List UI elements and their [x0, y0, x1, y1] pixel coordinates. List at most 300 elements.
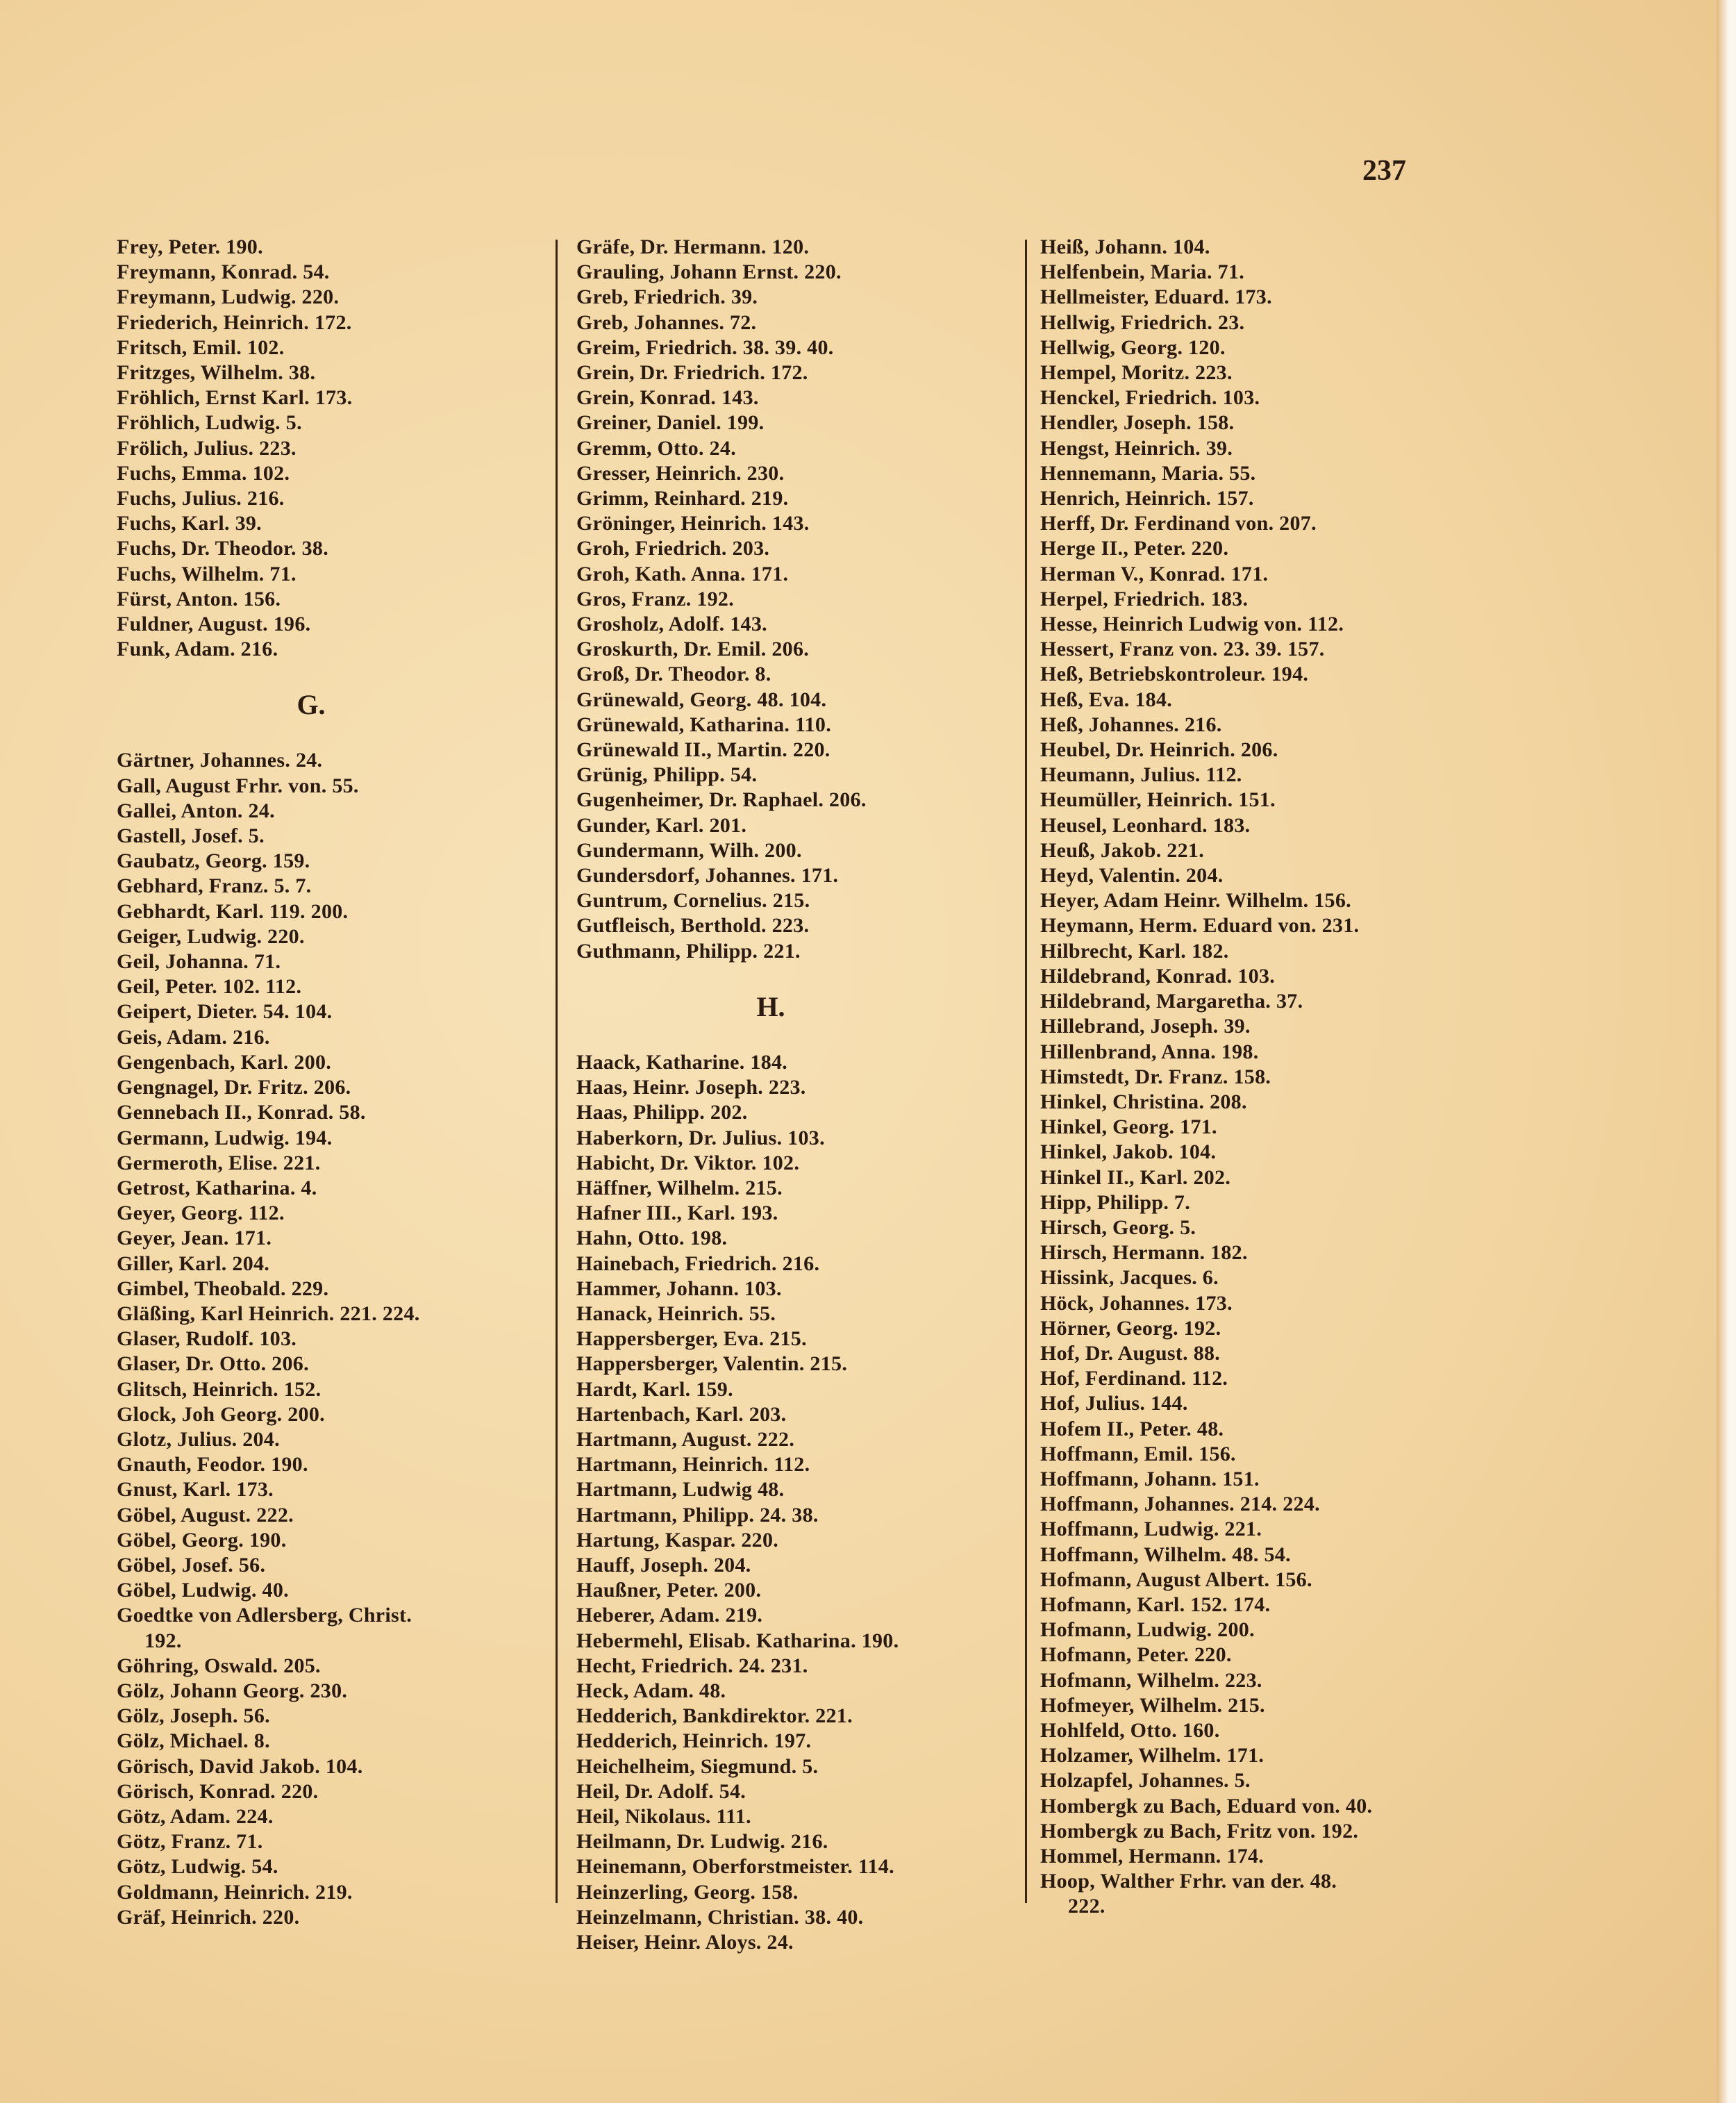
entry-text: Frey, Peter. 190. — [117, 235, 263, 258]
entry-text: Hafner III., Karl. 193. — [576, 1202, 778, 1225]
entry-text: Giller, Karl. 204. — [117, 1252, 270, 1275]
entry-text: Hillenbrand, Anna. 198. — [1040, 1040, 1259, 1063]
entry-text: Geil, Peter. 102. 112. — [117, 975, 302, 999]
entry-text: Heyd, Valentin. 204. — [1040, 864, 1224, 888]
entry-text: Götz, Adam. 224. — [117, 1804, 274, 1828]
index-entry — [117, 1679, 561, 1704]
index-entry — [576, 1854, 1021, 1879]
index-entry — [576, 637, 1021, 662]
entry-text: Fuchs, Dr. Theodor. 38. — [117, 537, 329, 560]
index-entry — [117, 1252, 561, 1277]
entry-text: Hengst, Heinrich. 39. — [1040, 436, 1233, 460]
entry-text: Heiser, Heinr. Aloys. 24. — [576, 1931, 794, 1954]
index-entry — [117, 924, 561, 949]
index-entry — [117, 899, 561, 924]
entry-text: Görisch, Konrad. 220. — [117, 1779, 319, 1803]
entry-text: Görisch, David Jakob. 104. — [117, 1754, 363, 1778]
entry-text: Gunder, Karl. 201. — [576, 813, 747, 837]
entry-text: Heuß, Jakob. 221. — [1040, 838, 1204, 862]
index-entry — [1040, 1492, 1485, 1517]
entry-text: Heil, Nikolaus. 111. — [576, 1804, 751, 1828]
index-entry — [1040, 285, 1485, 310]
entry-text: Hombergk zu Bach, Fritz von. 192. — [1040, 1819, 1359, 1843]
entry-text: Gölz, Joseph. 56. — [117, 1704, 270, 1728]
index-entry — [1040, 1316, 1485, 1341]
index-entry — [117, 410, 561, 435]
index-entry — [117, 874, 561, 899]
index-entry — [1040, 1140, 1485, 1165]
index-entry — [576, 511, 1021, 536]
index-entry — [576, 1930, 1021, 1955]
index-entry — [1040, 1743, 1485, 1768]
index-entry — [1040, 587, 1485, 612]
index-entry — [576, 1629, 1021, 1654]
entry-text: Fuchs, Julius. 216. — [117, 487, 285, 510]
entry-text: Grimm, Reinhard. 219. — [576, 487, 789, 510]
index-entry — [117, 1277, 561, 1302]
index-entry — [117, 774, 561, 799]
index-entry — [1040, 1391, 1485, 1416]
entry-text: Hillebrand, Joseph. 39. — [1040, 1015, 1251, 1038]
index-entry — [1040, 1014, 1485, 1039]
entry-text: Hof, Dr. August. 88. — [1040, 1341, 1221, 1365]
index-entry — [117, 1578, 561, 1603]
index-entry — [117, 1477, 561, 1502]
entry-text: Grosholz, Adolf. 143. — [576, 613, 767, 636]
entry-text: Haack, Katharine. 184. — [576, 1050, 788, 1074]
entry-text: Glotz, Julius. 204. — [117, 1427, 280, 1451]
entry-text: Gärtner, Johannes. 24. — [117, 749, 323, 772]
index-entry — [576, 788, 1021, 813]
index-entry — [576, 1603, 1021, 1628]
index-entry — [1040, 1115, 1485, 1140]
entry-text: Haberkorn, Dr. Julius. 103. — [576, 1126, 825, 1149]
index-entry — [1040, 1417, 1485, 1442]
index-entry — [1040, 536, 1485, 561]
entry-text: Hebermehl, Elisab. Katharina. 190. — [576, 1629, 899, 1652]
entry-text: Hoffmann, Ludwig. 221. — [1040, 1518, 1262, 1541]
entry-text: Hartmann, Ludwig 48. — [576, 1478, 785, 1502]
entry-text: Heß, Johannes. 216. — [1040, 713, 1222, 736]
index-entry — [1040, 1869, 1485, 1919]
index-entry — [1040, 1291, 1485, 1316]
index-entry — [117, 1226, 561, 1251]
index-entry — [117, 1176, 561, 1201]
entry-text: Götz, Ludwig. 54. — [117, 1855, 278, 1879]
index-entry — [576, 713, 1021, 738]
entry-text: Gaubatz, Georg. 159. — [117, 849, 310, 873]
entry-text: Götz, Franz. 71. — [117, 1830, 263, 1854]
index-entry — [576, 1100, 1021, 1125]
entry-text: Gall, August Frhr. von. 55. — [117, 774, 359, 797]
entry-text: Hofmeyer, Wilhelm. 215. — [1040, 1693, 1265, 1717]
index-entry — [117, 974, 561, 999]
index-entry — [1040, 713, 1485, 738]
index-entry — [576, 1327, 1021, 1352]
index-entry — [576, 1528, 1021, 1553]
index-entry — [1040, 888, 1485, 913]
entry-text: Herpel, Friedrich. 183. — [1040, 587, 1249, 610]
entry-text: Hoffmann, Emil. 156. — [1040, 1442, 1236, 1465]
entry-text: Gengnagel, Dr. Fritz. 206. — [117, 1076, 351, 1099]
entry-text: Holzapfel, Johannes. 5. — [1040, 1769, 1251, 1793]
index-entry — [117, 1829, 561, 1854]
index-entry — [1040, 1517, 1485, 1542]
column-divider — [1025, 240, 1027, 1903]
entry-text: Heck, Adam. 48. — [576, 1679, 726, 1702]
entry-text: Grünewald, Georg. 48. 104. — [576, 688, 827, 711]
entry-text: Glock, Joh Georg. 200. — [117, 1402, 325, 1426]
entry-text: Glaser, Dr. Otto. 206. — [117, 1352, 309, 1376]
index-entry — [1040, 1643, 1485, 1668]
entry-text: Hellmeister, Eduard. 173. — [1040, 285, 1272, 309]
entry-text: Herff, Dr. Ferdinand von. 207. — [1040, 512, 1317, 535]
entry-text: Geiger, Ludwig. 220. — [117, 924, 305, 948]
entry-text: Hildebrand, Margaretha. 37. — [1040, 990, 1303, 1013]
entry-text: Gnust, Karl. 173. — [117, 1478, 274, 1502]
index-entry — [1040, 939, 1485, 964]
index-entry — [576, 1151, 1021, 1176]
index-entry — [1040, 1065, 1485, 1090]
entry-text: Heil, Dr. Adolf. 54. — [576, 1779, 746, 1803]
entry-text: Hombergk zu Bach, Eduard von. 40. — [1040, 1794, 1373, 1818]
index-entry — [117, 1880, 561, 1905]
entry-text: Hanack, Heinrich. 55. — [576, 1302, 776, 1325]
entry-text: Guntrum, Cornelius. 215. — [576, 889, 810, 913]
index-entry — [576, 1252, 1021, 1277]
index-entry — [576, 763, 1021, 788]
index-entry — [1040, 360, 1485, 385]
index-column-3 — [1040, 235, 1485, 1920]
index-entry — [576, 1829, 1021, 1854]
entry-text: Höck, Johannes. 173. — [1040, 1291, 1233, 1315]
entry-text: Heyer, Adam Heinr. Wilhelm. 156. — [1040, 889, 1351, 913]
entry-text: Glitsch, Heinrich. 152. — [117, 1377, 322, 1401]
entry-text: Grünewald II., Martin. 220. — [576, 738, 831, 762]
entry-text: Frölich, Julius. 223. — [117, 436, 297, 460]
index-entry — [1040, 1668, 1485, 1693]
index-entry — [576, 1704, 1021, 1729]
index-entry — [117, 849, 561, 874]
entry-text: Heinemann, Oberforstmeister. 114. — [576, 1855, 894, 1879]
index-entry — [576, 1201, 1021, 1226]
index-entry — [1040, 1090, 1485, 1115]
index-entry — [117, 461, 561, 486]
entry-text: Geis, Adam. 216. — [117, 1025, 270, 1049]
entry-text: Haas, Heinr. Joseph. 223. — [576, 1076, 806, 1099]
index-entry — [1040, 235, 1485, 260]
index-entry — [576, 1302, 1021, 1327]
index-entry — [576, 1804, 1021, 1829]
index-entry — [576, 1679, 1021, 1704]
index-entry — [576, 436, 1021, 461]
entry-text: Gnauth, Feodor. 190. — [117, 1453, 308, 1477]
index-entry — [576, 486, 1021, 511]
index-entry — [117, 486, 561, 511]
entry-text: Hartmann, August. 222. — [576, 1427, 795, 1451]
index-entry — [1040, 1819, 1485, 1844]
index-entry — [1040, 1693, 1485, 1718]
index-entry — [1040, 1366, 1485, 1391]
index-entry — [1040, 562, 1485, 587]
entry-text: Grünig, Philipp. 54. — [576, 763, 758, 787]
section-heading: H. — [756, 990, 785, 1022]
entry-text: Gimbel, Theobald. 229. — [117, 1277, 329, 1300]
entry-text: Haas, Philipp. 202. — [576, 1101, 748, 1124]
index-entry — [1040, 688, 1485, 713]
entry-text: Göbel, August. 222. — [117, 1503, 294, 1527]
index-entry — [576, 1050, 1021, 1075]
index-entry — [117, 1779, 561, 1804]
index-entry — [576, 612, 1021, 637]
entry-text: Hinkel, Christina. 208. — [1040, 1090, 1247, 1113]
entry-text: Hartmann, Philipp. 24. 38. — [576, 1503, 819, 1527]
entry-text: Göbel, Ludwig. 40. — [117, 1579, 289, 1602]
index-entry — [1040, 964, 1485, 989]
entry-text: Greb, Friedrich. 39. — [576, 285, 758, 309]
entry-text: Hirsch, Hermann. 182. — [1040, 1241, 1248, 1265]
index-entry — [576, 385, 1021, 410]
page-edge — [1717, 0, 1736, 2103]
index-entry — [117, 536, 561, 561]
entry-text: Gölz, Johann Georg. 230. — [117, 1679, 348, 1702]
entry-text: Funk, Adam. 216. — [117, 638, 278, 661]
index-entry — [117, 436, 561, 461]
index-entry — [117, 1704, 561, 1729]
index-entry — [576, 1176, 1021, 1201]
entry-text: Gröninger, Heinrich. 143. — [576, 512, 810, 535]
column-divider — [556, 240, 558, 1903]
entry-text: Groh, Kath. Anna. 171. — [576, 562, 789, 585]
index-entry — [576, 1226, 1021, 1251]
index-entry — [576, 1402, 1021, 1427]
index-entry — [1040, 385, 1485, 410]
index-entry — [1040, 260, 1485, 285]
index-entry — [1040, 436, 1485, 461]
index-entry — [117, 1654, 561, 1679]
index-entry — [1040, 763, 1485, 788]
entry-text: Gebhardt, Karl. 119. 200. — [117, 899, 349, 923]
index-entry — [576, 1452, 1021, 1477]
index-entry — [576, 1377, 1021, 1402]
index-entry — [1040, 1543, 1485, 1568]
index-entry — [576, 738, 1021, 763]
index-entry — [576, 913, 1021, 938]
index-entry — [1040, 1165, 1485, 1190]
entry-text: Gläßing, Karl Heinrich. 221. 224. — [117, 1302, 420, 1325]
entry-text: Gugenheimer, Dr. Raphael. 206. — [576, 788, 867, 812]
entry-text: Fröhlich, Ernst Karl. 173. — [117, 386, 353, 410]
entry-text: Heinzerling, Georg. 158. — [576, 1880, 799, 1904]
index-entry — [117, 799, 561, 824]
entry-text: Gros, Franz. 192. — [576, 587, 735, 610]
index-entry — [576, 662, 1021, 687]
index-entry — [117, 949, 561, 974]
entry-text: Gräfe, Dr. Hermann. 120. — [576, 235, 810, 258]
index-entry — [576, 285, 1021, 310]
index-entry — [117, 335, 561, 360]
entry-text: Hahn, Otto. 198. — [576, 1227, 728, 1250]
entry-text: Hinkel II., Karl. 202. — [1040, 1165, 1231, 1189]
entry-text: Heberer, Adam. 219. — [576, 1604, 763, 1627]
entry-text: Hinkel, Georg. 171. — [1040, 1115, 1217, 1139]
index-entry — [576, 1126, 1021, 1151]
entry-text: Freymann, Konrad. 54. — [117, 260, 330, 284]
index-entry — [576, 260, 1021, 285]
index-entry — [576, 335, 1021, 360]
index-column-1 — [117, 235, 561, 1930]
entry-text: Heumüller, Heinrich. 151. — [1040, 788, 1276, 812]
index-entry — [117, 612, 561, 637]
index-entry — [1040, 838, 1485, 863]
entry-text: Herman V., Konrad. 171. — [1040, 562, 1269, 585]
index-entry — [1040, 612, 1485, 637]
entry-text: Hedderich, Bankdirektor. 221. — [576, 1704, 853, 1728]
entry-text: Hendler, Joseph. 158. — [1040, 411, 1235, 435]
index-entry — [117, 1302, 561, 1327]
entry-text: Goedtke von Adlersberg, Christ. — [117, 1604, 412, 1627]
entry-text: Gengenbach, Karl. 200. — [117, 1050, 332, 1074]
entry-continuation: 192. — [144, 1629, 182, 1652]
entry-text: Hildebrand, Konrad. 103. — [1040, 964, 1276, 988]
index-entry — [576, 1427, 1021, 1452]
entry-text: Hof, Ferdinand. 112. — [1040, 1367, 1228, 1390]
index-entry — [117, 1905, 561, 1930]
index-entry — [117, 1854, 561, 1879]
entry-text: Getrost, Katharina. 4. — [117, 1176, 317, 1199]
index-entry — [1040, 310, 1485, 335]
entry-text: Heilmann, Dr. Ludwig. 216. — [576, 1830, 828, 1854]
entry-text: Habicht, Dr. Viktor. 102. — [576, 1151, 800, 1174]
index-entry — [1040, 738, 1485, 763]
entry-text: Hofmann, August Albert. 156. — [1040, 1568, 1312, 1591]
index-entry — [117, 1754, 561, 1779]
entry-text: Gölz, Michael. 8. — [117, 1729, 270, 1753]
index-entry — [117, 1452, 561, 1477]
index-entry — [1040, 1568, 1485, 1593]
index-entry — [1040, 1215, 1485, 1240]
entry-text: Heinzelmann, Christian. 38. 40. — [576, 1905, 864, 1929]
entry-text: Goldmann, Heinrich. 219. — [117, 1880, 353, 1904]
index-entry — [576, 863, 1021, 888]
entry-text: Groskurth, Dr. Emil. 206. — [576, 638, 810, 661]
index-entry — [1040, 410, 1485, 435]
entry-text: Heubel, Dr. Heinrich. 206. — [1040, 738, 1278, 762]
entry-text: Happersberger, Valentin. 215. — [576, 1352, 848, 1376]
index-entry — [1040, 486, 1485, 511]
entry-text: Häffner, Wilhelm. 215. — [576, 1176, 783, 1199]
entry-text: Hennemann, Maria. 55. — [1040, 461, 1256, 485]
index-entry — [117, 1327, 561, 1352]
index-entry — [576, 410, 1021, 435]
entry-text: Gennebach II., Konrad. 58. — [117, 1101, 366, 1124]
index-entry — [117, 1151, 561, 1176]
entry-text: Helfenbein, Maria. 71. — [1040, 260, 1245, 284]
entry-text: Hinkel, Jakob. 104. — [1040, 1140, 1217, 1164]
index-entry — [576, 1880, 1021, 1905]
entry-text: Hoffmann, Johannes. 214. 224. — [1040, 1493, 1320, 1516]
index-entry — [1040, 1768, 1485, 1793]
index-entry — [117, 1528, 561, 1553]
index-entry — [1040, 1240, 1485, 1265]
entry-text: Grünewald, Katharina. 110. — [576, 713, 832, 736]
entry-text: Hoffmann, Johann. 151. — [1040, 1467, 1260, 1490]
entry-text: Greim, Friedrich. 38. 39. 40. — [576, 335, 834, 359]
index-entry — [576, 1654, 1021, 1679]
index-entry — [576, 235, 1021, 260]
entry-text: Greb, Johannes. 72. — [576, 310, 757, 334]
index-entry — [1040, 637, 1485, 662]
entry-text: Heusel, Leonhard. 183. — [1040, 813, 1251, 837]
index-entry — [576, 1477, 1021, 1502]
entry-text: Hesse, Heinrich Ludwig von. 112. — [1040, 613, 1344, 636]
entry-text: Fritzges, Wilhelm. 38. — [117, 361, 316, 385]
index-entry — [117, 1402, 561, 1427]
index-entry — [1040, 662, 1485, 687]
index-entry — [576, 1729, 1021, 1754]
entry-text: Fuchs, Emma. 102. — [117, 461, 290, 485]
entry-text: Hoffmann, Wilhelm. 48. 54. — [1040, 1543, 1291, 1566]
entry-text: Gutfleisch, Berthold. 223. — [576, 914, 810, 938]
entry-text: Hofmann, Peter. 220. — [1040, 1643, 1232, 1667]
entry-text: Fürst, Anton. 156. — [117, 587, 281, 610]
entry-text: Fritsch, Emil. 102. — [117, 335, 285, 359]
index-entry — [117, 999, 561, 1024]
index-entry — [1040, 1442, 1485, 1467]
index-entry — [576, 1754, 1021, 1779]
entry-text: Friederich, Heinrich. 172. — [117, 310, 352, 334]
index-entry — [117, 385, 561, 410]
entry-text: Hofmann, Karl. 152. 174. — [1040, 1593, 1271, 1616]
index-entry — [117, 748, 561, 773]
index-entry — [1040, 813, 1485, 838]
entry-text: Hessert, Franz von. 23. 39. 157. — [1040, 638, 1325, 661]
entry-text: Hempel, Moritz. 223. — [1040, 361, 1233, 385]
index-entry — [1040, 335, 1485, 360]
index-entry — [1040, 989, 1485, 1014]
index-entry — [1040, 1593, 1485, 1618]
index-entry — [117, 562, 561, 587]
index-entry — [576, 310, 1021, 335]
entry-text: Glaser, Rudolf. 103. — [117, 1327, 297, 1351]
index-entry — [117, 1427, 561, 1452]
index-entry — [117, 1201, 561, 1226]
entry-text: Hommel, Hermann. 174. — [1040, 1845, 1265, 1868]
index-entry — [576, 1578, 1021, 1603]
index-entry — [1040, 913, 1485, 938]
entry-text: Germann, Ludwig. 194. — [117, 1126, 333, 1149]
entry-text: Grein, Konrad. 143. — [576, 386, 759, 410]
entry-text: Geil, Johanna. 71. — [117, 950, 281, 974]
entry-text: Groh, Friedrich. 203. — [576, 537, 770, 560]
index-entry — [117, 1603, 561, 1653]
index-entry — [1040, 461, 1485, 486]
index-entry — [117, 1729, 561, 1754]
entry-text: Hellwig, Friedrich. 23. — [1040, 310, 1245, 334]
index-entry — [576, 813, 1021, 838]
index-entry — [1040, 1844, 1485, 1869]
index-entry — [117, 637, 561, 662]
index-entry — [117, 824, 561, 849]
entry-text: Göbel, Georg. 190. — [117, 1528, 287, 1552]
entry-text: Göbel, Josef. 56. — [117, 1553, 266, 1577]
index-entry — [576, 939, 1021, 964]
entry-text: Hainebach, Friedrich. 216. — [576, 1252, 820, 1275]
entry-text: Gebhard, Franz. 5. 7. — [117, 874, 312, 898]
entry-text: Haußner, Peter. 200. — [576, 1579, 762, 1602]
entry-text: Heymann, Herm. Eduard von. 231. — [1040, 914, 1360, 938]
entry-text: Hauff, Joseph. 204. — [576, 1553, 751, 1577]
